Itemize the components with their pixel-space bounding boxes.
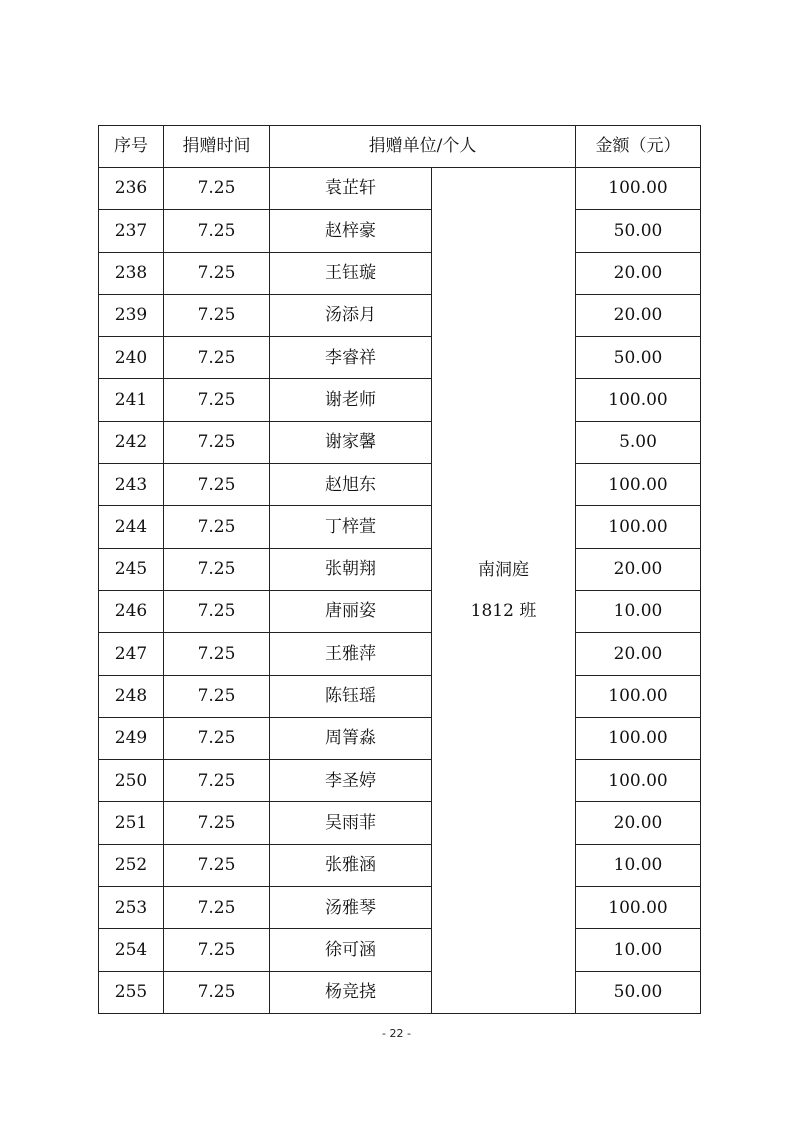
donor-name-cell: 张朝翔 <box>270 548 432 590</box>
donor-name-cell: 吴雨菲 <box>270 802 432 844</box>
donor-name-cell: 周箐淼 <box>270 717 432 759</box>
donation-date-cell: 7.25 <box>164 675 270 717</box>
table-row <box>99 168 701 210</box>
donation-date-cell: 7.25 <box>164 464 270 506</box>
donation-date-cell: 7.25 <box>164 760 270 802</box>
serial-number-cell: 245 <box>99 548 164 590</box>
donation-date-cell: 7.25 <box>164 379 270 421</box>
donor-name-cell: 谢家馨 <box>270 421 432 463</box>
amount-cell: 50.00 <box>576 971 701 1013</box>
donor-name-cell: 王钰璇 <box>270 252 432 294</box>
donor-name-cell: 谢老师 <box>270 379 432 421</box>
table-row <box>99 421 701 463</box>
table-row <box>99 675 701 717</box>
donor-name-cell: 张雅涵 <box>270 844 432 886</box>
donor-unit-cell <box>432 168 576 1014</box>
table-row <box>99 252 701 294</box>
donation-date-cell: 7.25 <box>164 337 270 379</box>
donor-name-cell: 王雅萍 <box>270 633 432 675</box>
table-row <box>99 506 701 548</box>
table-body <box>99 168 701 1014</box>
serial-number-cell: 244 <box>99 506 164 548</box>
amount-cell: 100.00 <box>576 760 701 802</box>
table-row <box>99 294 701 336</box>
donation-date-cell: 7.25 <box>164 506 270 548</box>
amount-cell: 50.00 <box>576 337 701 379</box>
donation-date-cell: 7.25 <box>164 548 270 590</box>
table-row <box>99 929 701 971</box>
donation-date-cell: 7.25 <box>164 717 270 759</box>
donor-name-cell: 李睿祥 <box>270 337 432 379</box>
donor-name-cell: 袁芷轩 <box>270 168 432 210</box>
serial-number-cell: 251 <box>99 802 164 844</box>
amount-cell: 10.00 <box>576 844 701 886</box>
table-row <box>99 379 701 421</box>
table-row <box>99 971 701 1013</box>
donor-name-cell: 赵旭东 <box>270 464 432 506</box>
amount-cell: 20.00 <box>576 294 701 336</box>
amount-cell: 10.00 <box>576 590 701 632</box>
donor-name-cell: 陈钰瑶 <box>270 675 432 717</box>
donor-name-cell: 杨竞挠 <box>270 971 432 1013</box>
amount-cell: 100.00 <box>576 506 701 548</box>
table-row <box>99 717 701 759</box>
serial-number-cell: 237 <box>99 210 164 252</box>
donation-date-cell: 7.25 <box>164 887 270 929</box>
donation-date-cell: 7.25 <box>164 929 270 971</box>
donation-date-cell: 7.25 <box>164 971 270 1013</box>
amount-cell: 5.00 <box>576 421 701 463</box>
donor-name-cell: 赵梓豪 <box>270 210 432 252</box>
serial-number-cell: 239 <box>99 294 164 336</box>
table-row <box>99 210 701 252</box>
table-row <box>99 802 701 844</box>
serial-number-cell: 243 <box>99 464 164 506</box>
serial-number-cell: 247 <box>99 633 164 675</box>
amount-cell: 20.00 <box>576 802 701 844</box>
amount-cell: 20.00 <box>576 633 701 675</box>
donor-unit-line-2: 1812 班 <box>470 600 537 621</box>
donor-name-cell: 唐丽姿 <box>270 590 432 632</box>
amount-cell: 100.00 <box>576 675 701 717</box>
donor-name-cell: 徐可涵 <box>270 929 432 971</box>
table-row <box>99 590 701 632</box>
page-number: - 22 - <box>382 1027 411 1040</box>
serial-number-cell: 255 <box>99 971 164 1013</box>
serial-number-cell: 240 <box>99 337 164 379</box>
donor-name-cell: 丁梓萱 <box>270 506 432 548</box>
header-donation-date: 捐赠时间 <box>164 126 270 168</box>
serial-number-cell: 250 <box>99 760 164 802</box>
donation-table <box>98 125 701 1014</box>
donation-date-cell: 7.25 <box>164 294 270 336</box>
amount-cell: 20.00 <box>576 548 701 590</box>
donor-unit-line-1: 南洞庭 <box>478 559 529 580</box>
amount-cell: 10.00 <box>576 929 701 971</box>
donor-name-cell: 汤雅琴 <box>270 887 432 929</box>
header-amount: 金额（元） <box>576 126 701 168</box>
donation-date-cell: 7.25 <box>164 421 270 463</box>
header-donor: 捐赠单位/个人 <box>270 126 576 168</box>
donation-date-cell: 7.25 <box>164 210 270 252</box>
donation-date-cell: 7.25 <box>164 590 270 632</box>
serial-number-cell: 252 <box>99 844 164 886</box>
table-header-row <box>99 126 701 168</box>
donation-date-cell: 7.25 <box>164 633 270 675</box>
serial-number-cell: 248 <box>99 675 164 717</box>
table-row <box>99 760 701 802</box>
table-row <box>99 633 701 675</box>
serial-number-cell: 242 <box>99 421 164 463</box>
serial-number-cell: 253 <box>99 887 164 929</box>
donation-date-cell: 7.25 <box>164 168 270 210</box>
table-row <box>99 464 701 506</box>
amount-cell: 100.00 <box>576 379 701 421</box>
serial-number-cell: 254 <box>99 929 164 971</box>
donation-date-cell: 7.25 <box>164 844 270 886</box>
table-row <box>99 548 701 590</box>
amount-cell: 100.00 <box>576 717 701 759</box>
donation-date-cell: 7.25 <box>164 802 270 844</box>
donation-date-cell: 7.25 <box>164 252 270 294</box>
serial-number-cell: 238 <box>99 252 164 294</box>
amount-cell: 100.00 <box>576 168 701 210</box>
donor-name-cell: 汤添月 <box>270 294 432 336</box>
table-row <box>99 887 701 929</box>
serial-number-cell: 246 <box>99 590 164 632</box>
serial-number-cell: 249 <box>99 717 164 759</box>
serial-number-cell: 241 <box>99 379 164 421</box>
donor-name-cell: 李圣婷 <box>270 760 432 802</box>
table-row <box>99 844 701 886</box>
serial-number-cell: 236 <box>99 168 164 210</box>
amount-cell: 100.00 <box>576 464 701 506</box>
amount-cell: 20.00 <box>576 252 701 294</box>
header-serial-number: 序号 <box>99 126 164 168</box>
amount-cell: 100.00 <box>576 887 701 929</box>
table-row <box>99 337 701 379</box>
amount-cell: 50.00 <box>576 210 701 252</box>
